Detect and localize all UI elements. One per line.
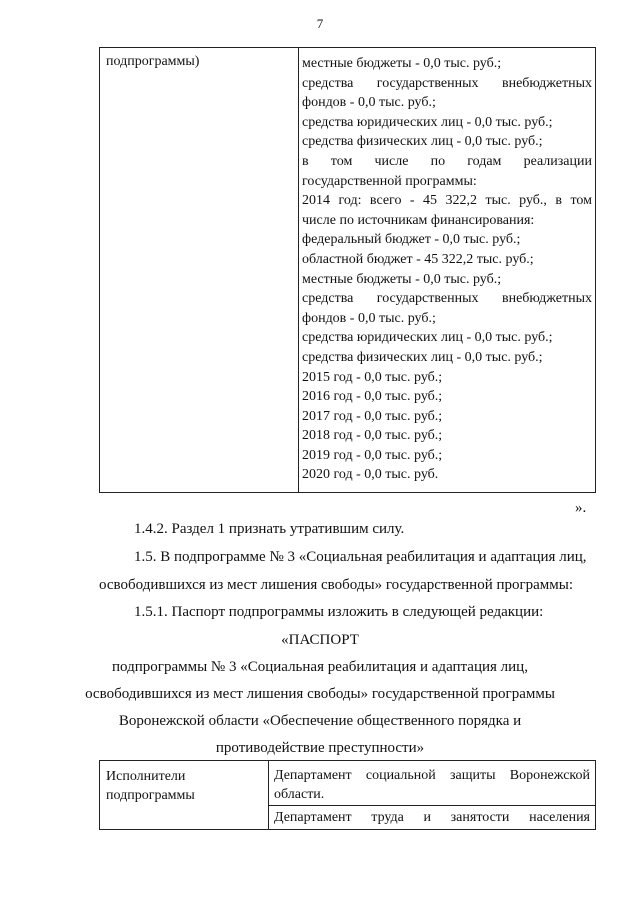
executor-line: Департамент труда и занятости населения [274, 810, 590, 825]
table-line: государственной программы: [302, 173, 477, 189]
table-line: фондов - 0,0 тыс. руб.; [302, 95, 436, 111]
table-line: 2017 год - 0,0 тыс. руб.; [302, 408, 443, 424]
executor-line: области. [274, 787, 325, 802]
table-row-divider [268, 805, 595, 806]
table-line: средства физических лиц - 0,0 тыс. руб.; [302, 349, 543, 365]
closing-quote: ». [575, 500, 587, 516]
table-line: местные бюджеты - 0,0 тыс. руб.; [302, 271, 502, 287]
executors-label: Исполнители подпрограммы [106, 769, 195, 803]
paragraph-1-5-line1: 1.5. В подпрограмме № 3 «Социальная реабилитация и адаптация лиц, [134, 549, 587, 565]
financing-table [99, 47, 596, 493]
table-line: местные бюджеты - 0,0 тыс. руб.; [302, 56, 502, 71]
table-column-divider [268, 761, 269, 829]
table-line: 2015 год - 0,0 тыс. руб.; [302, 369, 443, 385]
table-line: средства государственных внебюджетных [302, 75, 592, 91]
table-line: 2018 год - 0,0 тыс. руб.; [302, 428, 443, 444]
table-line: фондов - 0,0 тыс. руб.; [302, 310, 436, 326]
table-line: федеральный бюджет - 0,0 тыс. руб.; [302, 232, 521, 248]
table-line: 2020 год - 0,0 тыс. руб. [302, 467, 439, 483]
table-column-divider [298, 48, 299, 492]
passport-title: «ПАСПОРТ [281, 632, 359, 648]
passport-table [99, 760, 596, 830]
table-line: в том числе по годам реализации [302, 153, 592, 169]
table-line: средства юридических лиц - 0,0 тыс. руб.; [302, 114, 553, 130]
table-line: числе по источникам финансирования: [302, 212, 535, 228]
table-left-cell: подпрограммы) [106, 54, 200, 69]
table-line: областной бюджет - 45 322,2 тыс. руб.; [302, 251, 534, 267]
executor-line: Департамент социальной защиты Воронежской [274, 768, 590, 783]
table-line: средства государственных внебюджетных [302, 291, 592, 307]
table-line: 2014 год: всего - 45 322,2 тыс. руб., в том [302, 193, 592, 209]
passport-subtitle-line: освободившихся из мест лишения свободы» государственной программы [85, 686, 555, 702]
passport-subtitle-line: подпрограммы № 3 «Социальная реабилитация и адаптация лиц, [112, 659, 528, 675]
paragraph-1-5-1: 1.5.1. Паспорт подпрограммы изложить в следующей редакции: [134, 604, 544, 620]
passport-subtitle-line: Воронежской области «Обеспечение общественного порядка и [118, 713, 522, 729]
paragraph-1-5-line2: освободившихся из мест лишения свободы» государственной программы: [99, 577, 574, 593]
table-right-cell [302, 54, 592, 485]
table-line: средства юридических лиц - 0,0 тыс. руб.; [302, 330, 553, 346]
table-line: средства физических лиц - 0,0 тыс. руб.; [302, 134, 543, 150]
table-line: 2019 год - 0,0 тыс. руб.; [302, 447, 443, 463]
page-number: 7 [316, 16, 324, 31]
table-line: 2016 год - 0,0 тыс. руб.; [302, 389, 443, 405]
paragraph-1-4-2: 1.4.2. Раздел 1 признать утратившим силу. [134, 521, 405, 537]
passport-subtitle-line: противодействие преступности» [215, 740, 425, 756]
